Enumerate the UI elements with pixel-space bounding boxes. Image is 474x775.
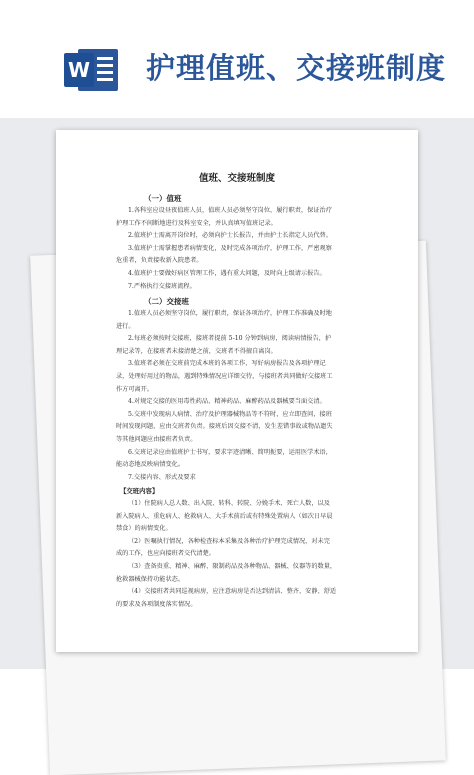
paragraph-line: 3.值班者必须在交班前完成本班的各项工作，写好病房报告及各项护理记 [128,360,326,368]
paragraph-line: 6.交班记录应由值班护士书写，要求字迹清晰、简明扼要，运用医学术语， [128,448,332,456]
paragraph-line: 2.每班必须按时交接班，接班者提前 5-10 分钟到病房，阅读病情报告，护 [128,335,332,343]
paragraph-line: 7.严格执行交接班流程。 [128,282,196,290]
content-body [116,498,416,611]
paragraph-line: 时间发现问题，应由交班者负责。接班后因交接不清，发生差错事故或物品遗失 [116,423,333,431]
paragraph-line: 4.对规定交接的医用毒性药品、精神药品、麻醉药品及器械要当面交清。 [128,398,326,406]
paragraph-line: 5.交班中发现病人病情、治疗及护理器械物品等不符时，应立即查问，接班 [128,410,332,418]
header-banner [0,0,474,118]
section1-heading: （一）值班 [144,194,182,203]
document-title: 值班、交接班制度 [198,173,275,184]
paragraph-line: 能动态地反映病情变化。 [116,461,185,469]
paragraph-line: 成的工作，也应向接班者交代清楚。 [116,550,215,558]
paragraph-line: 4.值班护士要做好病区管理工作，遇有重大问题，及时向上级请示报告。 [128,269,326,277]
word-document-icon [64,45,120,95]
paragraph-line: 进行。 [116,322,135,330]
paragraph-line: 7.交接内容、形式及要求 [128,473,196,481]
header-title: 护理值班、交接班制度 [146,51,447,85]
paragraph-line: 作方可离开。 [116,385,154,393]
document-page [56,130,418,652]
word-icon-letter: W [64,53,94,87]
paragraph-line: （2）医嘱执行情况，各种检查标本采集及各种治疗护理完成情况，对未完 [128,537,330,545]
section2-heading: （二）交接班 [144,297,189,306]
paragraph-line: 等其他问题应由接班者负责。 [116,435,197,443]
paragraph-line: 3.值班护士需掌握患者病情变化，及时完成各项治疗，护理工作，严密观察 [128,244,332,252]
paragraph-line: 危重者，负责接收新入院患者。 [116,257,203,265]
section2-body [116,308,416,484]
paragraph-line: 护理工作不间断地进行及科室安全，并认真填写值班记录。 [116,219,277,227]
paragraph-line: （4）交接班者共同巡视病房，应注意病房是否达到清洁、整齐、安静、舒适 [128,588,337,596]
paragraph-line: （3）查备贵重、精神、麻醉、限制药品及各种物品、器械、仪器等的数量， [128,562,337,570]
paragraph-line: 1.各科室应设昼夜值班人员，值班人员必须坚守岗位，履行职责，保证治疗 [128,207,332,214]
paragraph-line: 1.值班人员必须坚守岗位，履行职责，保证各项治疗，护理工作准确及时地 [128,310,332,317]
paragraph-line: 抢救器械保持功能状态。 [116,575,185,583]
paragraph-line: 2.值班护士需离开岗位时，必须向护士长报告，并由护士长指定人员代替。 [128,232,332,240]
paragraph-line: 的要求及各项制度落实情况。 [116,600,197,608]
section1-body [116,205,416,293]
paragraph-line: 禁食）的病情变化。 [116,525,172,533]
paragraph-line: 录，处理好用过的物品，遇到特殊情况应详细交待，与接班者共同做好交接班工 [116,372,333,380]
paragraph-line: （1）住院病人总人数、出入院、转科、转院、分娩手术、死亡人数，以及 [128,500,330,507]
paragraph-line: 新入院病人、重危病人、抢救病人、大手术前后或有特殊处置病人（如次日早晨 [116,512,333,520]
content-heading: 【交班内容】 [120,487,159,495]
paragraph-line: 理记录等，在接班者未接清楚之前，交班者不得擅自离岗。 [116,347,277,355]
